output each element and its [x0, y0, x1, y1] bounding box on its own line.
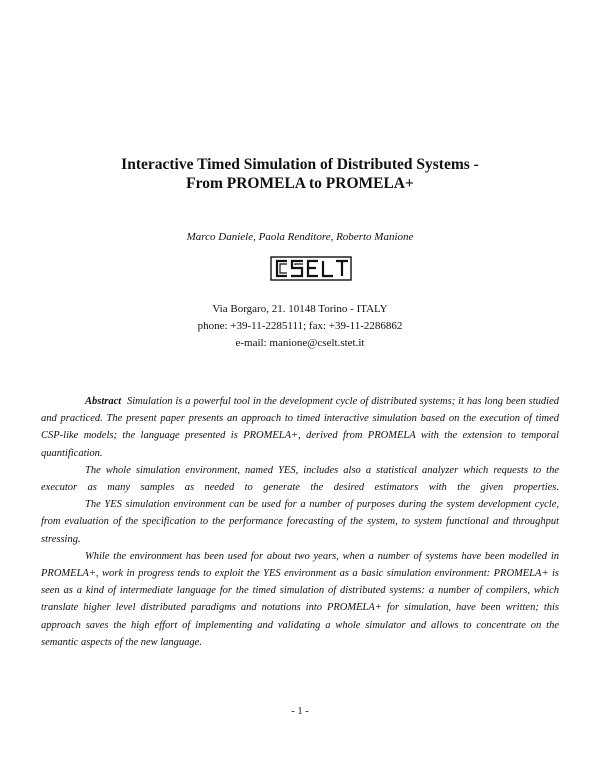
abstract-text-1: Simulation is a powerful tool in the development cycle of distributed systems; it has long been studied and practiced. The present paper presents an approach to timed interactive simulation based on the execution of timed CSP-like models; the language presented is PROMELA+, derived from PROMELA with the extension to temporal quantification.: [41, 396, 559, 459]
author-list: Marco Daniele, Paola Renditore, Roberto Manione: [186, 231, 414, 243]
abstract: [41, 393, 559, 651]
address-street: Via Borgaro, 21. 10148 Torino - ITALY: [212, 303, 388, 315]
cselt-logo: [270, 256, 352, 281]
abstract-heading: Abstract: [85, 396, 122, 407]
logo-text: CSELT: [311, 272, 314, 273]
abstract-paragraph-2: The whole simulation environment, named YES, includes also a statistical analyzer which requests to the executor as many samples as needed to generate the desired estimators with the given properties.: [41, 464, 559, 494]
author-address: [40, 301, 560, 352]
title-line-1: Interactive Timed Simulation of Distributed Systems -: [121, 156, 479, 173]
cselt-logo-mark: [271, 257, 351, 280]
address-email: e-mail: manione@cselt.stet.it: [235, 337, 365, 349]
abstract-paragraph-4: While the environment has been used for about two years, when a number of systems have been modelled in PROMELA+, work in progress tends to exploit the YES environment as a basic simulation environment: PROMELA+ is seen as a kind of intermediate language for the timed simulation of distributed systems: a number of compilers, which translate higher level distributed paradigms and notations into PROMELA+ for simulation, have been written; this approach saves the high effort of implementing and validating a whole simulator and allows to concentrate on the semantic aspects of the new language.: [41, 550, 559, 648]
abstract-paragraph-1: [41, 393, 559, 462]
paper-title: [40, 155, 560, 193]
title-line-2: From PROMELA to PROMELA+: [186, 175, 414, 192]
address-phone-fax: phone: +39-11-2285111; fax: +39-11-2286862: [197, 320, 403, 332]
page-number: - 1 -: [291, 706, 309, 717]
abstract-paragraph-3: The YES simulation environment can be used for a number of purposes during the system development cycle, from evaluation of the specification to the performance forecasting of the system, to system functional and throughput stressing.: [41, 499, 559, 545]
